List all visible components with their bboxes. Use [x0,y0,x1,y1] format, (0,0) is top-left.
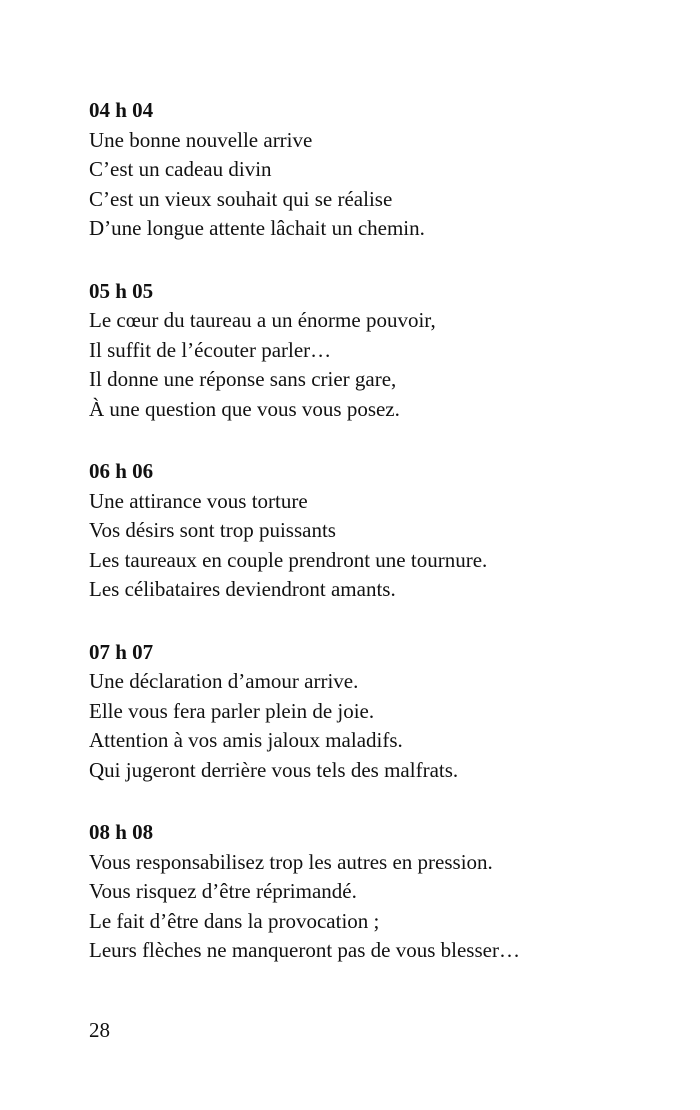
stanza-time: 07 h 07 [89,639,154,664]
stanza-line: C’est un cadeau divin [89,157,272,181]
stanza-line: C’est un vieux souhait qui se réalise [89,186,393,211]
stanza-0404 [89,96,679,244]
stanza-time: 05 h 05 [89,278,154,303]
page-number: 28 [89,1018,110,1042]
stanza-0808 [89,818,679,966]
stanza-line: D’une longue attente lâchait un chemin. [89,216,425,240]
stanza-line: Elle vous fera parler plein de joie. [89,698,375,723]
stanza-time: 06 h 06 [89,459,154,483]
poem-list [89,96,679,999]
stanza-line: À une question que vous vous posez. [89,396,400,421]
stanza-line: Une bonne nouvelle arrive [89,127,313,152]
stanza-0505 [89,277,679,425]
stanza-line: Il donne une réponse sans crier gare, [89,367,397,391]
stanza-line: Une attirance vous torture [89,488,308,513]
stanza-0707 [89,638,679,786]
stanza-line: Qui jugeront derrière vous tels des malfrats. [89,757,459,782]
stanza-line: Vous risquez d’être réprimandé. [89,879,357,903]
stanza-time: 04 h 04 [89,98,154,122]
stanza-line: Attention à vos amis jaloux maladifs. [89,728,403,752]
stanza-line: Vos désirs sont trop puissants [89,518,336,542]
stanza-line: Les taureaux en couple prendront une tournure. [89,547,488,572]
stanza-line: Une déclaration d’amour arrive. [89,669,359,693]
stanza-line: Le fait d’être dans la provocation ; [89,908,380,933]
stanza-0606 [89,457,679,605]
stanza-line: Il suffit de l’écouter parler… [89,337,332,362]
stanza-line: Le cœur du taureau a un énorme pouvoir, [89,308,436,332]
stanza-line: Leurs flèches ne manqueront pas de vous blesser… [89,938,520,962]
stanza-line: Les célibataires deviendront amants. [89,577,396,601]
stanza-time: 08 h 08 [89,820,154,844]
stanza-line: Vous responsabilisez trop les autres en pression. [89,849,493,874]
